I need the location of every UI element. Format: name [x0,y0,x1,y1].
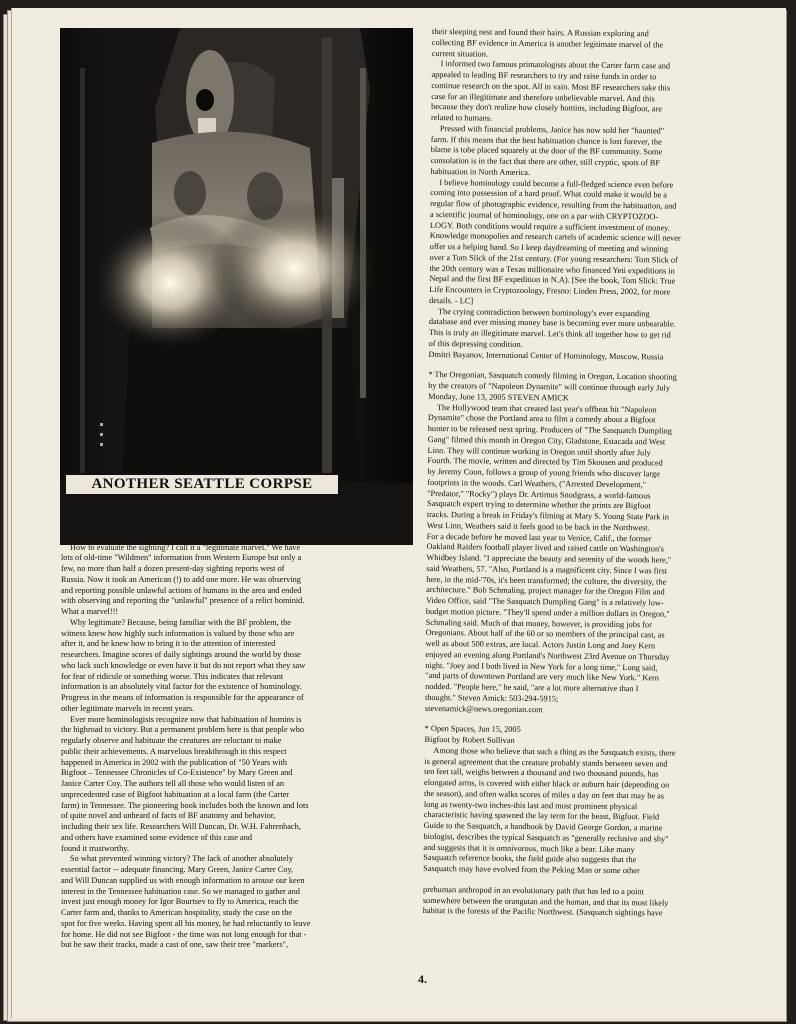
paragraph: Why legitimate? Because, being familiar with the BF problem, the witness knew how highly such information is valued by those who are after it, and he knew how to bring it to the attention of interested researchers. Imagine scores of daily sightings around the world by those who lack such knowledge or even have it but do not report what they saw for fear of ridicule or something worse. This indicates that relevant information is an absolutely vital factor for the existence of hominology. Progress in the means of information is responsible for the appearance of other legitimate marvels in recent years. [61,617,306,713]
paragraph: How to evaluate the sighting? I call it a "legitimate marvel." We have lots of old-time "Wildmen" information from Western Europe but only a few, no more than half a dozen present-day sighting reports west of Russia. Now it took an American (!) to add one more. He was observing and reporting possible unlawful actions of humans in the area and ended with observing and reporting the "unlawful" presence of a relict hominid. What a marvel!!! [61,542,305,616]
paragraph: I believe hominology could become a full-fledged science even before coming into possession of a hard proof. What could make it would be a regular flow of photographic evidence, resulting from the habituation, and a scientific journal of hominology, one on a par with CRYPTOZOO- LOGY. Both conditions would require a sufficient investment of money. Knowledge monopolies and research cartels of academic science will never offer us a helping hand. So I keep daydreaming of meeting and winning over a Tom Slick of the 21st century. (For young researchers: Tom Slick of the 20th century was a Texas millionaire who financed Yeti expeditions in Nepal and the first BF expedition in N.A). [See the book, Tom Slick: True Life Encounters in Cryptozoology, Fresno: Linden Press, 2002, for more details. - LC] [429,177,681,306]
right-text-column [423,27,758,920]
paragraph: talking to his wife felt that he "can share it with like minded peeps." [61,521,261,541]
corpse-photo [60,28,413,545]
paragraph: Among those who believe that such a thing as the Sasquatch exists, there is general agreement that the creature probably stands between seven and ten feet tall, weighs between a thousand and two thousand pounds, has elongated arms, is covered with either black or auburn hair (depending on the season), and often walks scores of miles a day on feet that may be as long as twenty-two inches-this last and most prominent physical characteristic having spawned the lay term for the beast, Bigfoot. Field Guide to the Sasquatch, a handbook by David George Gordon, a marine biologist, describes the typical Sasquatch as "generally reclusive and shy" and suggests that it is omnivorous, much like a bear. Like many Sasquatch reference books, the field guide also suggests that the Sasquatch may have evolved from the Peking Man or some other [423,745,676,876]
page-number: 4. [418,972,427,986]
newsletter-page [11,8,786,1018]
paragraph: their sleeping nest and found their hairs. A Russian exploring and collecting BF evidence in America is another legitimate marvel of the current situation. [431,27,664,59]
left-text-column [61,521,413,951]
photo-caption: ANOTHER SEATTLE CORPSE [64,473,340,496]
paragraph: So what prevented winning victory? The lack of another absolutely essential factor -- adequate financing. Mary Green, Janice Carter Coy, and Will Duncan supplied us with enough information to arouse our keen interest in the Tennessee habituation case. So we managed to gather and invest just enough money for Igor Bourtsev to fly to America, reach the Carter farm and, thanks to American hospitality, study the case on the spot for five weeks. Having spent all his money, he had reluctantly to leave for home. He did not see Bigfoot - the time was not long enough for that - but he saw their tracks, made a cast of one, saw their tree "markers", [61,854,311,950]
paragraph: Ever more hominologists recognize now that habituation of homins is the highroad to victory. But a permanent problem here is that people who regularly observe and habituate the creatures are reluctant to make public their achievements. A marvelous breakthrough in this respect happened in America in 2002 with the publication of "50 Years with Bigfoot – Tennessee Chronicles of Co-Existence" by Mary Green and Janice Carter Coy. The authors tell all those who would listen of an unprecedented case of Bigfoot habituation at a local farm (the Carter farm) in Tennessee. The pioneering book includes both the known and lots of quite novel and unheard of facts of BF anatomy and behavior, including their sex life. Researchers Will Duncan, Dr. W.H. Fahrenbach, and others have examined some evidence of this case and found it trustworthy. [61,714,309,853]
paragraph: I informed two famous primatologists about the Carter farm case and appealed to leading BF researchers to try and raise funds in order to continue research on the spot. All in vain. Most BF researchers take this case for an illegitimate and therefore unbelievable marvel. And this because they don't realize how closely homins, including Bigfoot, are related to humans. [431,59,671,123]
paragraph: Pressed with financial problems, Janice has now sold her "haunted" farm. If this means that the best habituation chance is lost forever, the blame is tobe placed squarely at the door of the BF community. Some consolation is in the fact that there are other, still cryptic, spots of BF habituation in North America. [430,123,665,177]
article-heading: * Open Spaces, Jun 15, 2005 Bigfoot by Robert Sullivan [424,724,521,745]
paragraph: The crying contradiction between hominology's ever expanding database and ever missing money base is becoming ever more unbearable. This is truly an illegitimate marvel. Let's think all together how to get rid of this depressing condition. [428,306,676,349]
paragraph: The Hollywood team that created last year's offbeat hit "Napoleon Dynamite" chose the Portland area to film a comedy about a Bigfoot hunter to be released next spring. Producers of "The Sasquatch Dumpling Gang" filmed this month in Oregon City, Gladstone, Estacada and West Linn. They will continue working in Oregon until shortly after July Fourth. The movie, written and directed by Tim Skousen and produced by Jeremy Coon, follows a group of young friends who discover large footprints in the woods. Carl Weathers, ("Arrested Development," "Predator," "Rocky") plays Dr. Artimus Snodgrass, a world-famous Sasquatch expert trying to determine whether the prints are Bigfoot tracks. During a break in Friday's filming at Mary S. Young State Park in West Linn, Weathers said it feels good to be back in the Northwest. For a decade before he moved last year to Venice, Calif., the former Oakland Raiders football player lived and raised cattle on Washington's Whidbey Island. "I appreciate the beauty and serenity of the woods here," said Weathers, 57. "Also, Portland is a magnificent city. Since I was first here, in the mid-'70s, it's been transformed; the culture, the diversity, the architecture." Bob Schmaling, project manager for the Oregon Film and Video Office, said "The Sasquatch Dumpling Gang" is a relatively low- budget motion picture. "They'll spend under a million dollars in Oregon," Schmaling said. Much of that money, however, is providing jobs for Oregonians. About half of the 60 or so members of the principal cast, as well as about 500 extras, are local. Actors Justin Long and Joey Kern enjoyed an evening along Portland's Northwest 23rd Avenue on Thursday night. "Joey and I both lived in New York for a long time," Long said, "and parts of downtown Portland are very much like New York." Kern nodded. "People here," he said, "are a lot more alternative than I thought." Steven Amick: 503-294-5915; stevenamick@news.oregonian.com [424,402,673,714]
author-signature: Dmitri Bayanov, International Center of Hominology, Moscow, Russia [428,349,664,361]
article-heading: * The Oregonian, Sasquatch comedy filming in Oregon, Location shooting by the creators of "Napoleon Dynamite" will continue through early July Monday, June 13, 2005 STEVEN AMICK [428,370,677,403]
paragraph: prehuman anthropod in an evolutionary path that has led to a point somewhere between the orangutan and the human, and that its most likely habitat is the forests of the Pacific Northwest. (Sasquatch sightings have [422,884,669,918]
corpse-photo-image [60,28,413,545]
